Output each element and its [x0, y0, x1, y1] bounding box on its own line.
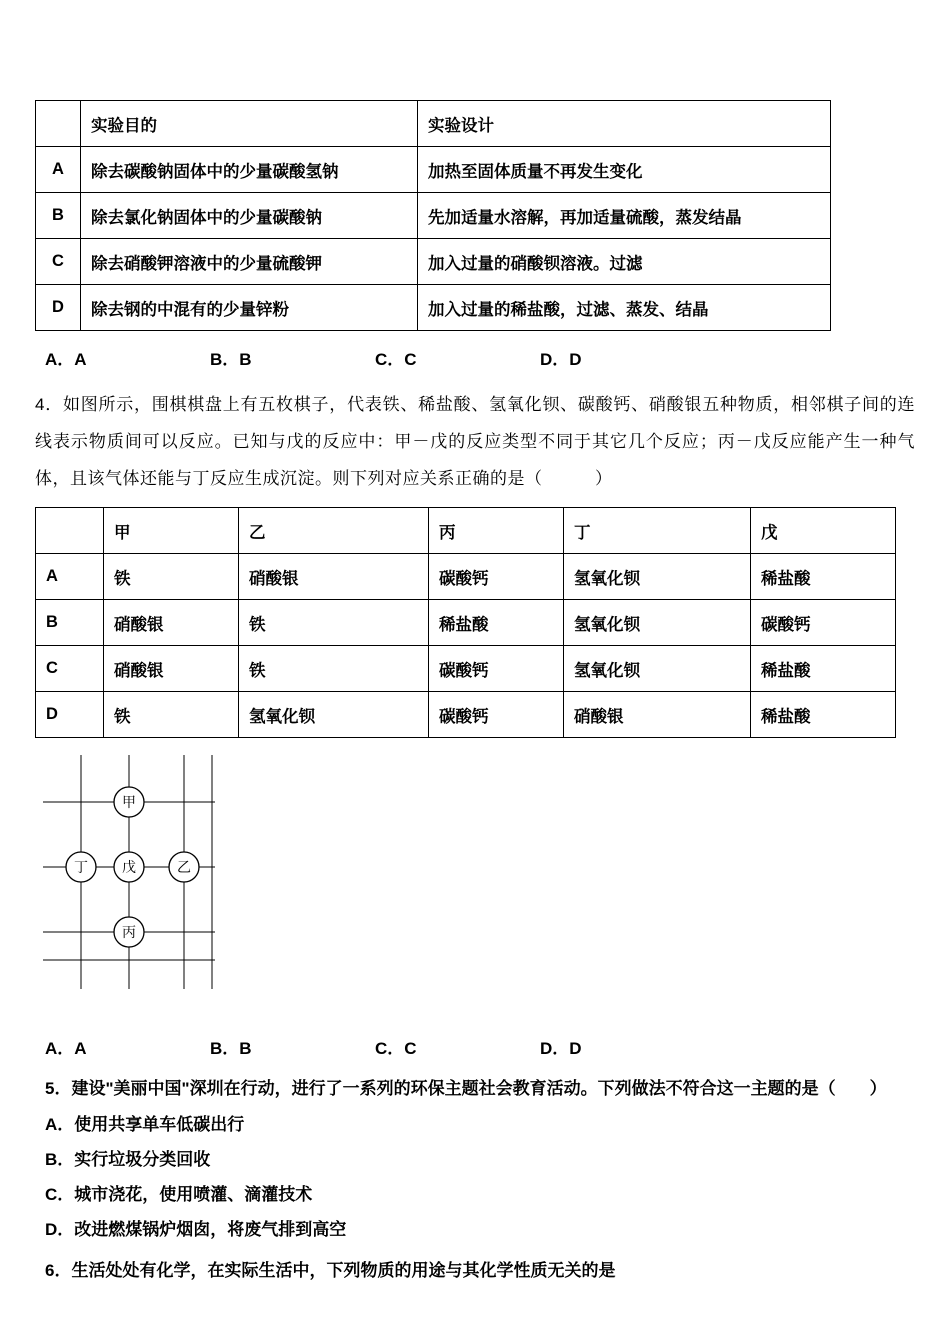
cell-wu: 稀盐酸: [751, 554, 896, 600]
table-row: [36, 646, 896, 692]
stone-jia: [114, 787, 144, 817]
question-6-text: 6．生活处处有化学，在实际生活中，下列物质的用途与其化学性质无关的是: [45, 1261, 616, 1280]
stone-ding: [66, 852, 96, 882]
row-label: D: [36, 285, 81, 331]
row-label: D: [36, 692, 104, 738]
stone-wu: [114, 852, 144, 882]
row-label: B: [36, 600, 104, 646]
stone-bing-label: 丙: [122, 924, 136, 940]
cell-ding: 硝酸银: [564, 692, 751, 738]
cell-ding: 氢氧化钡: [564, 600, 751, 646]
header-yi-cell: 乙: [239, 508, 429, 554]
question-5-text: 5．建设"美丽中国"深圳在行动，进行了一系列的环保主题社会教育活动。下列做法不符合这一主题的是（ ）: [45, 1079, 887, 1098]
row-design: 加热至固体质量不再发生变化: [418, 147, 831, 193]
answer-option-d: D．D: [540, 1039, 582, 1058]
cell-wu: 稀盐酸: [751, 692, 896, 738]
table-header-row: [36, 101, 831, 147]
cell-ding: 氢氧化钡: [564, 554, 751, 600]
stone-yi: [169, 852, 199, 882]
question-4-text: 4．如图所示，围棋棋盘上有五枚棋子，代表铁、稀盐酸、氢氧化钡、碳酸钙、硝酸银五种物质，相邻棋子间的连线表示物质间可以反应。已知与戊的反应中：甲－戊的反应类型不同于其它几个反应；丙－戊反应能产生一种气体，且该气体还能与丁反应生成沉淀。则下列对应关系正确的是（ ）: [35, 395, 915, 488]
answer-option-c: C．C: [375, 1039, 417, 1058]
cell-bing: 碳酸钙: [429, 554, 564, 600]
stone-wu-label: 戊: [122, 859, 136, 875]
cell-bing: 碳酸钙: [429, 646, 564, 692]
stone-jia-label: 甲: [122, 794, 136, 810]
cell-yi: 铁: [239, 600, 429, 646]
table-header-row: [36, 508, 896, 554]
header-blank-cell: [36, 508, 104, 554]
question-5-option-d: D．改进燃煤锅炉烟囱，将废气排到高空: [45, 1220, 347, 1239]
row-design: 先加适量水溶解，再加适量硫酸，蒸发结晶: [418, 193, 831, 239]
row-label: A: [36, 147, 81, 193]
stone-bing: [114, 917, 144, 947]
answer-option-b: B．B: [210, 350, 252, 369]
table-row: [36, 600, 896, 646]
answer-options-row-1: [45, 345, 915, 370]
header-ding-cell: 丁: [564, 508, 751, 554]
question-5-option-b: B．实行垃圾分类回收: [45, 1150, 211, 1169]
row-design: 加入过量的稀盐酸，过滤、蒸发、结晶: [418, 285, 831, 331]
experiment-table: [35, 100, 831, 331]
stone-ding-label: 丁: [74, 859, 88, 875]
row-label: A: [36, 554, 104, 600]
row-label: C: [36, 646, 104, 692]
table-row: [36, 692, 896, 738]
question-5-option-a: A．使用共享单车低碳出行: [45, 1115, 245, 1134]
cell-jia: 铁: [104, 692, 239, 738]
cell-jia: 硝酸银: [104, 600, 239, 646]
row-label: C: [36, 239, 81, 285]
answer-option-d: D．D: [540, 350, 582, 369]
cell-yi: 铁: [239, 646, 429, 692]
stone-yi-label: 乙: [177, 859, 191, 875]
header-design-cell: 实验设计: [418, 101, 831, 147]
table-row: [36, 147, 831, 193]
cell-bing: 碳酸钙: [429, 692, 564, 738]
table-row: [36, 193, 831, 239]
row-design: 加入过量的硝酸钡溶液。过滤: [418, 239, 831, 285]
table-row: [36, 239, 831, 285]
cell-jia: 铁: [104, 554, 239, 600]
table-row: [36, 554, 896, 600]
cell-yi: 氢氧化钡: [239, 692, 429, 738]
cell-yi: 硝酸银: [239, 554, 429, 600]
header-purpose-cell: 实验目的: [81, 101, 418, 147]
go-board-diagram: [43, 752, 915, 992]
answer-option-c: C．C: [375, 350, 417, 369]
mapping-table: [35, 507, 896, 738]
cell-wu: 稀盐酸: [751, 646, 896, 692]
row-purpose: 除去硝酸钾溶液中的少量硫酸钾: [81, 239, 418, 285]
header-bing-cell: 丙: [429, 508, 564, 554]
cell-ding: 氢氧化钡: [564, 646, 751, 692]
header-wu-cell: 戊: [751, 508, 896, 554]
cell-bing: 稀盐酸: [429, 600, 564, 646]
answer-option-b: B．B: [210, 1039, 252, 1058]
row-purpose: 除去氯化钠固体中的少量碳酸钠: [81, 193, 418, 239]
answer-options-row-2: [45, 1034, 915, 1059]
cell-jia: 硝酸银: [104, 646, 239, 692]
header-jia-cell: 甲: [104, 508, 239, 554]
row-label: B: [36, 193, 81, 239]
row-purpose: 除去钢的中混有的少量锌粉: [81, 285, 418, 331]
cell-wu: 碳酸钙: [751, 600, 896, 646]
answer-option-a: A．A: [45, 1039, 87, 1058]
table-row: [36, 285, 831, 331]
question-5-option-c: C．城市浇花，使用喷灌、滴灌技术: [45, 1185, 313, 1204]
answer-option-a: A．A: [45, 350, 87, 369]
row-purpose: 除去碳酸钠固体中的少量碳酸氢钠: [81, 147, 418, 193]
header-blank-cell: [36, 101, 81, 147]
